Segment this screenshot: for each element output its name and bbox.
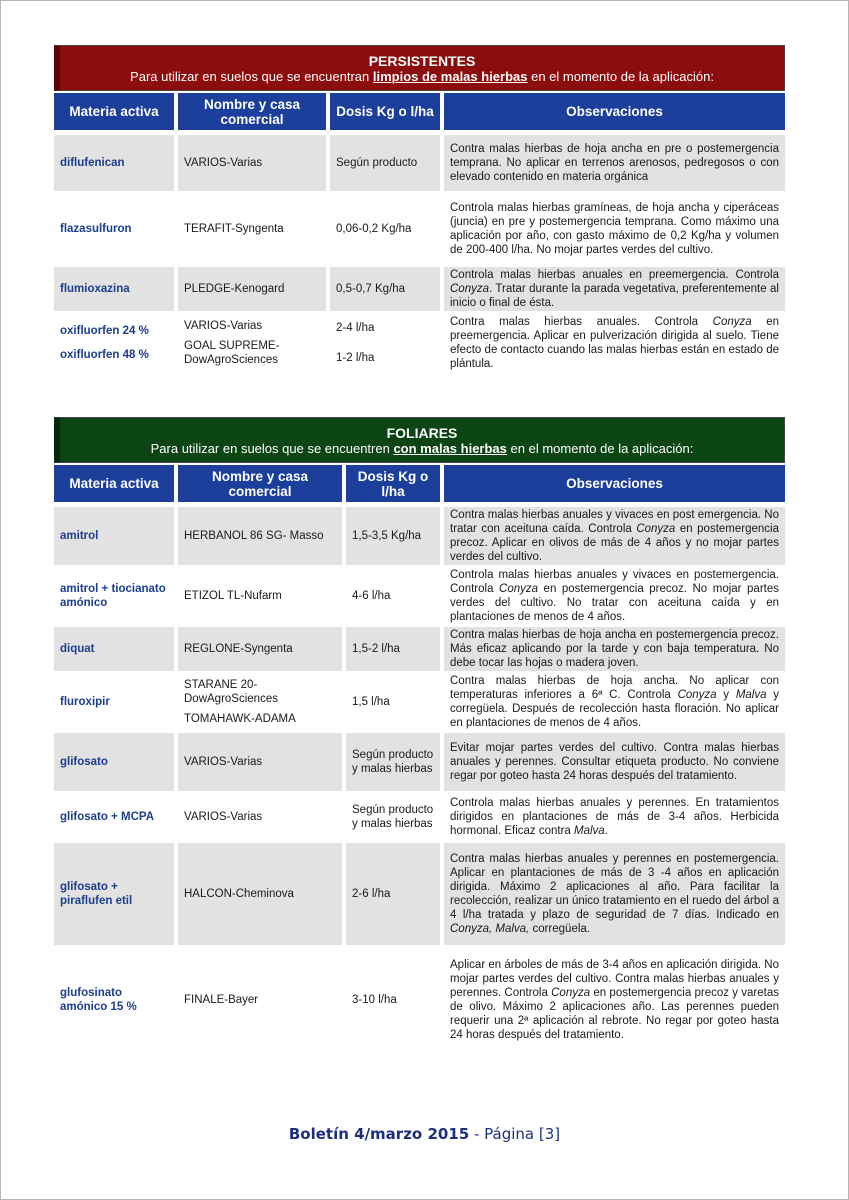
obs-text: Contra malas hierbas anuales y vivaces en post emergencia. No tratar con aceituna caída. Controla	[450, 509, 779, 535]
foliares-title: FOLIARES	[386, 425, 458, 441]
col-observaciones: Observaciones	[444, 465, 785, 507]
table-row	[54, 793, 785, 843]
col-dosis: Dosis Kg o l/ha	[330, 93, 444, 135]
obs-text: Controla malas hierbas anuales y vivaces en postemergencia. Controla	[450, 569, 779, 595]
dosis: Según producto y malas hierbas	[346, 793, 444, 843]
nombre-comercial: FINALE-Bayer	[178, 947, 346, 1055]
observaciones	[444, 947, 785, 1055]
materia-activa: amitrol	[54, 507, 178, 567]
observaciones	[444, 793, 785, 843]
nombre-comercial: HERBANOL 86 SG- Masso	[178, 507, 346, 567]
obs-text: Aplicar en árboles de más de 3-4 años en aplicación dirigida. No mojar partes verdes del cultivo. Contra malas hierbas anuales y perennes. Controla	[450, 959, 779, 999]
persistentes-banner	[54, 45, 785, 91]
footer-pagina: Página [3]	[484, 1125, 561, 1143]
materia-activa: fluroxipir	[54, 673, 178, 733]
table-row	[54, 193, 785, 267]
dosis: 1,5-2 l/ha	[346, 627, 444, 673]
obs-italic: Malva	[735, 689, 767, 701]
foliares-subtitle	[68, 441, 776, 456]
materia-activa: flazasulfuron	[54, 193, 178, 267]
materia-activa: flumioxazina	[54, 267, 178, 313]
footer-boletin: Boletín 4/marzo 2015	[288, 1125, 470, 1143]
table-row	[54, 843, 785, 947]
obs-italic: Malva	[574, 825, 605, 837]
table-row	[54, 313, 785, 375]
obs-text: Contra malas hierbas anuales. Controla	[450, 316, 713, 328]
obs-italic: Conyza	[551, 987, 591, 999]
obs-text: en postemergencia precoz. Aplicar en olivos de más de 4 años y no mojar partes verdes del cultivo.	[450, 523, 779, 563]
obs-text: y	[716, 689, 736, 701]
table-row	[54, 567, 785, 627]
nombre-comercial: REGLONE-Syngenta	[178, 627, 346, 673]
obs-text: Controla malas hierbas anuales en preemergencia. Controla	[450, 269, 779, 281]
dosis: 3-10 l/ha	[346, 947, 444, 1055]
nombre-comercial-1: VARIOS-Varias	[184, 320, 263, 332]
foliares-banner	[54, 417, 785, 463]
materia-activa: glifosato + piraflufen etil	[54, 843, 178, 947]
subtitle-pre: Para utilizar en suelos que se encuentren	[150, 441, 394, 456]
subtitle-emphasis: limpios de malas hierbas	[372, 69, 528, 84]
materia-activa: glufosinato amónico 15 %	[54, 947, 178, 1055]
obs-italic: Conyza	[450, 283, 489, 295]
dosis: 4-6 l/ha	[346, 567, 444, 627]
obs-italic: Conyza	[712, 316, 752, 328]
dosis: Según producto	[330, 135, 444, 193]
subtitle-post: en el momento de la aplicación:	[506, 441, 694, 456]
foliares-section	[54, 417, 785, 1055]
table-row	[54, 947, 785, 1055]
obs-italic: Conyza	[677, 689, 717, 701]
table-row	[54, 267, 785, 313]
nombre-comercial-1: STARANE 20-DowAgroSciences	[184, 679, 278, 705]
nombre-comercial-2: GOAL SUPREME-DowAgroSciences	[184, 340, 280, 366]
materia-activa: amitrol + tiocianato amónico	[54, 567, 178, 627]
dosis: 2-6 l/ha	[346, 843, 444, 947]
foliares-table	[54, 465, 785, 1055]
observaciones: Evitar mojar partes verdes del cultivo. Contra malas hierbas anuales y perennes. Consultar etiqueta producto. No conviene regar por goteo hasta 24 horas después del tratamiento.	[444, 733, 785, 793]
obs-text: y corregüela. Después de recolección hasta floración. No aplicar en plantaciones de menos de 4 años.	[450, 689, 779, 729]
col-observaciones: Observaciones	[444, 93, 785, 135]
obs-text: Controla malas hierbas anuales y perennes. En tratamientos dirigidos en plantaciones de más de 3-4 años. Herbicida hormonal. Eficaz contra	[450, 797, 779, 837]
materia-activa	[54, 313, 178, 375]
dosis: 0,5-0,7 Kg/ha	[330, 267, 444, 313]
persistentes-section	[54, 45, 785, 375]
dosis: 1,5-3,5 Kg/ha	[346, 507, 444, 567]
dosis-1: 2-4 l/ha	[336, 322, 375, 334]
materia-activa-2: oxifluorfen 48 %	[60, 349, 149, 361]
obs-text: en preemergencia. Aplicar en pulverización dirigida al suelo. Tiene efecto de contacto cuando las malas hierbas están en estado de plántula.	[450, 316, 779, 370]
persistentes-table	[54, 93, 785, 375]
dosis: Según producto y malas hierbas	[346, 733, 444, 793]
dosis: 1,5 l/ha	[346, 673, 444, 733]
footer-separator: -	[469, 1125, 485, 1143]
persistentes-subtitle	[68, 69, 776, 84]
col-dosis: Dosis Kg o l/ha	[346, 465, 444, 507]
materia-activa: glifosato	[54, 733, 178, 793]
col-materia-activa: Materia activa	[54, 465, 178, 507]
col-nombre-casa: Nombre y casa comercial	[178, 465, 346, 507]
nombre-comercial: TERAFIT-Syngenta	[178, 193, 330, 267]
observaciones	[444, 673, 785, 733]
observaciones: Controla malas hierbas gramíneas, de hoja ancha y ciperáceas (juncia) en pre y postemergencia temprana. Como máximo una aplicación por año, con gasto máximo de 0,2 Kg/ha y volumen de 200-400 l/ha. No mojar partes verdes del cultivo.	[444, 193, 785, 267]
table-header-row	[54, 93, 785, 135]
obs-text: .	[604, 825, 608, 837]
nombre-comercial-2: TOMAHAWK-ADAMA	[184, 713, 296, 725]
observaciones	[444, 507, 785, 567]
subtitle-pre: Para utilizar en suelos que se encuentran	[130, 69, 373, 84]
table-row	[54, 135, 785, 193]
materia-activa: glifosato + MCPA	[54, 793, 178, 843]
obs-text: corregüela.	[529, 923, 590, 935]
dosis: 0,06-0,2 Kg/ha	[330, 193, 444, 267]
obs-italic: Conyza	[499, 583, 539, 595]
observaciones	[444, 267, 785, 313]
nombre-comercial: VARIOS-Varias	[178, 733, 346, 793]
nombre-comercial	[178, 673, 346, 733]
nombre-comercial: PLEDGE-Kenogard	[178, 267, 330, 313]
persistentes-title: PERSISTENTES	[368, 53, 476, 69]
subtitle-post: en el momento de la aplicación:	[527, 69, 714, 84]
obs-text: en postemergencia precoz. No mojar partes verdes del cultivo. No tratar con aceituna caída y en plantaciones de menos de 4 años.	[450, 583, 779, 623]
obs-text: Contra malas hierbas anuales y perennes en postemergencia. Aplicar en plantaciones de más de 3 -4 años en aplicación dirigida. Máximo 2 aplicaciones al año. Para facilitar la recolección, realizar un único tratamiento en el ruedo del árbol a 4 l/ha tratada y plazo de seguridad de 7 días. Indicado en	[450, 853, 779, 921]
nombre-comercial	[178, 313, 330, 375]
dosis	[330, 313, 444, 375]
materia-activa: diflufenican	[54, 135, 178, 193]
table-row	[54, 673, 785, 733]
nombre-comercial: VARIOS-Varias	[178, 793, 346, 843]
subtitle-emphasis: con malas hierbas	[393, 441, 507, 456]
observaciones	[444, 567, 785, 627]
materia-activa: diquat	[54, 627, 178, 673]
table-row	[54, 733, 785, 793]
dosis-2: 1-2 l/ha	[336, 352, 375, 364]
observaciones: Contra malas hierbas de hoja ancha en postemergencia precoz. Más eficaz aplicando por la tarde y con baja temperatura. No debe tocar las hojas o madera joven.	[444, 627, 785, 673]
observaciones	[444, 313, 785, 375]
observaciones: Contra malas hierbas de hoja ancha en pre o postemergencia temprana. No aplicar en terrenos arenosos, pedregosos o con elevado contenido en materia orgánica	[444, 135, 785, 193]
obs-italic: Conyza, Malva,	[450, 923, 530, 935]
table-row	[54, 507, 785, 567]
nombre-comercial: VARIOS-Varias	[178, 135, 330, 193]
obs-text: Contra malas hierbas de hoja ancha. No aplicar con temperaturas inferiores a 6ª C. Controla	[450, 675, 779, 701]
obs-text: en postemergencia precoz y varetas de olivo. Máximo 2 aplicaciones año. Las perennes pueden requerir una 2ª aplicación al rebrote. No regar por goteo hasta 24 horas después del tratamiento.	[450, 987, 779, 1041]
page-footer	[0, 1125, 849, 1143]
nombre-comercial: HALCON-Cheminova	[178, 843, 346, 947]
nombre-comercial: ETIZOL TL-Nufarm	[178, 567, 346, 627]
materia-activa-1: oxifluorfen 24 %	[60, 325, 149, 337]
observaciones	[444, 843, 785, 947]
table-header-row	[54, 465, 785, 507]
obs-text: . Tratar durante la parada vegetativa, preferentemente al inicio o final de ésta.	[450, 283, 779, 309]
table-row	[54, 627, 785, 673]
col-nombre-casa: Nombre y casa comercial	[178, 93, 330, 135]
col-materia-activa: Materia activa	[54, 93, 178, 135]
obs-italic: Conyza	[636, 523, 676, 535]
